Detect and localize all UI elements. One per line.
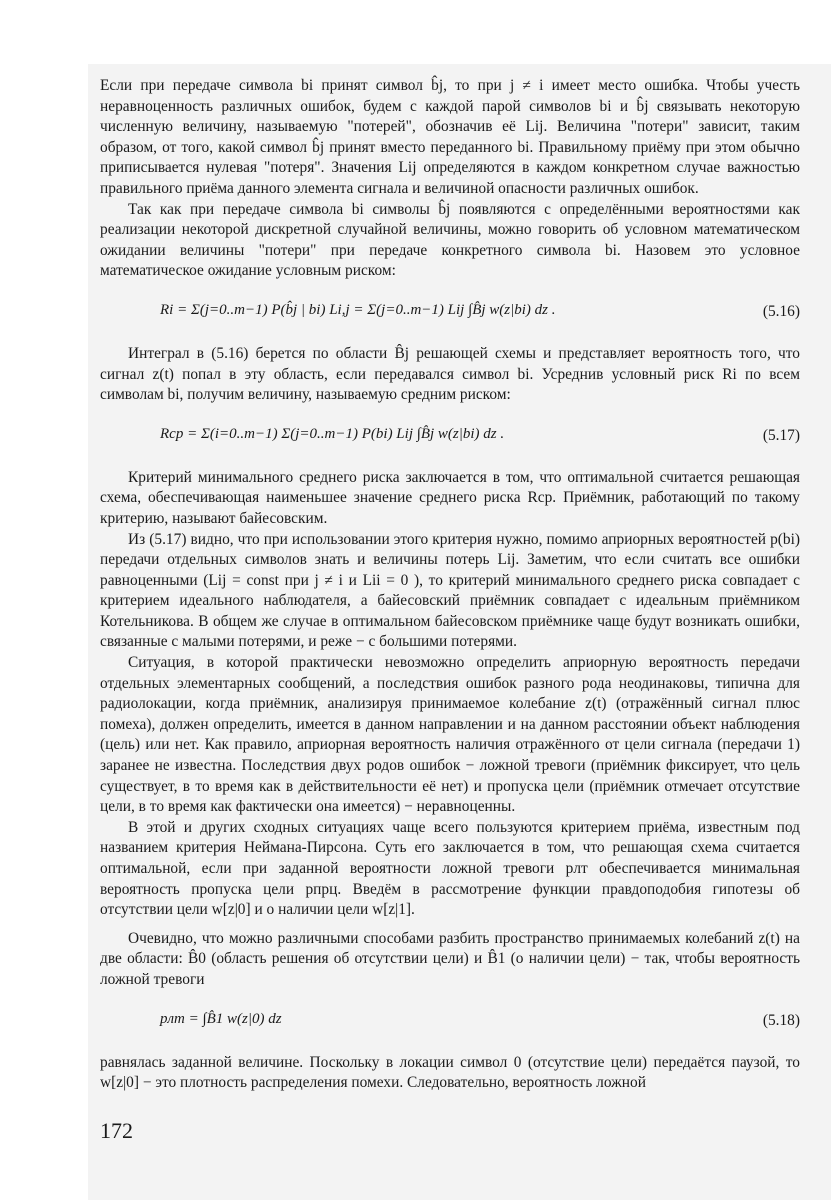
formula-5-18 <box>100 993 800 1051</box>
paragraph-6: Ситуация, в которой практически невозможно определить априорную вероятность передачи отдельных элементарных сообщений, а последствия ошибок разного рода неодинаковы, типична для радиолокации, когда приёмник, анализируя принимаемое колебание z(t) (отражённый сигнал плюс помеха), должен определить, имеется в данном направлении и на данном расстоянии объект наблюдения (цель) или нет. Как правило, априорная вероятность наличия отражённого от цели сигнала (передачи 1) заранее не известна. Последствия двух родов ошибок − ложной тревоги (приёмник фиксирует, что цель существует, в то время как в действительности её нет) и пропуска цели (приёмник отмечает отсутствие цели, в то время как фактически она имеется) − неравноценны. <box>100 654 800 816</box>
paragraph-4: Критерий минимального среднего риска заключается в том, что оптимальной считается решающая схема, обеспечивающая наименьшее значение среднего риска Rср. Приёмник, работающий по такому критерию, называют байесовским. <box>100 468 800 527</box>
formula-5-18-number: (5.18) <box>762 1011 800 1029</box>
formula-5-17 <box>100 408 800 466</box>
formula-5-16-number: (5.16) <box>762 302 800 320</box>
paragraph-9: равнялась заданной величине. Поскольку в локации символ 0 (отсутствие цели) передаётся паузой, то w[z|0] − это плотность распределения помехи. Следовательно, вероятность ложной <box>100 1053 800 1092</box>
paragraph-5: Из (5.17) видно, что при использовании этого критерия нужно, помимо априорных вероятностей p(bi) передачи отдельных символов знать и величины потерь Lij. Заметим, что если считать все ошибки равноценными (Lij = const при j ≠ i и Lii = 0 ), то критерий минимального среднего риска совпадает с критерием идеального наблюдателя, а байесовский приёмник совпадает с идеальным приёмником Котельникова. В общем же случае в оптимальном байесовском приёмнике чаще будут возникать ошибки, связанные с малыми потерями, и реже − с большими потерями. <box>100 530 800 651</box>
formula-5-16 <box>100 284 800 342</box>
page-body <box>100 76 800 1094</box>
paragraph-2: Так как при передаче символа bi символы b̂j появляются с определёнными вероятностями как реализации некоторой дискретной случайной величины, можно говорить об условном математическом ожидании величины "потери" при передаче конкретного символа bi. Назовем это условное математическое ожидание условным риском: <box>100 200 800 280</box>
paragraph-8: Очевидно, что можно различными способами разбить пространство принимаемых колебаний z(t) на две области: B̂0 (область решения об отсутствии цели) и B̂1 (о наличии цели) − так, чтобы вероятность ложной тревоги <box>100 929 800 988</box>
formula-5-16-expression: Ri = Σ(j=0..m−1) P(b̂j | bi) Li,j = Σ(j=0..m−1) Lij ∫B̂j w(z|bi) dz . <box>160 301 556 318</box>
formula-5-17-number: (5.17) <box>762 426 800 444</box>
paragraph-7: В этой и других сходных ситуациях чаще всего пользуются критерием приёма, известным под названием критерия Неймана-Пирсона. Суть его заключается в том, что решающая схема считается оптимальной, если при заданной вероятности ложной тревоги pлт обеспечивается минимальная вероятность пропуска цели pпрц. Введём в рассмотрение функции правдоподобия гипотезы об отсутствии цели w[z|0] и о наличии цели w[z|1]. <box>100 818 800 919</box>
page-number: 172 <box>100 1118 133 1143</box>
formula-5-17-expression: Rср = Σ(i=0..m−1) Σ(j=0..m−1) P(bi) Lij ∫B̂j w(z|bi) dz . <box>160 425 505 442</box>
formula-5-18-expression: pлт = ∫B̂1 w(z|0) dz <box>160 1010 282 1027</box>
paragraph-3: Интеграл в (5.16) берется по области B̂j решающей схемы и представляет вероятность того, что сигнал z(t) попал в эту область, если передавался символ bi. Усреднив условный риск Ri по всем символам bi, получим величину, называемую средним риском: <box>100 344 800 404</box>
paragraph-1: Если при передаче символа bi принят символ b̂j, то при j ≠ i имеет место ошибка. Чтобы учесть неравноценность различных ошибок, будем с каждой парой символов bi и b̂j связывать некоторую численную величину, называемую "потерей", обозначив её Lij. Величина "потери" зависит, таким образом, от того, какой символ b̂j принят вместо переданного bi. Правильному приёму при этом обычно приписывается нулевая "потеря". Значения Lij определяются в каждом конкретном случае важностью правильного приёма данного элемента сигнала и величиной опасности различных ошибок. <box>100 77 800 197</box>
